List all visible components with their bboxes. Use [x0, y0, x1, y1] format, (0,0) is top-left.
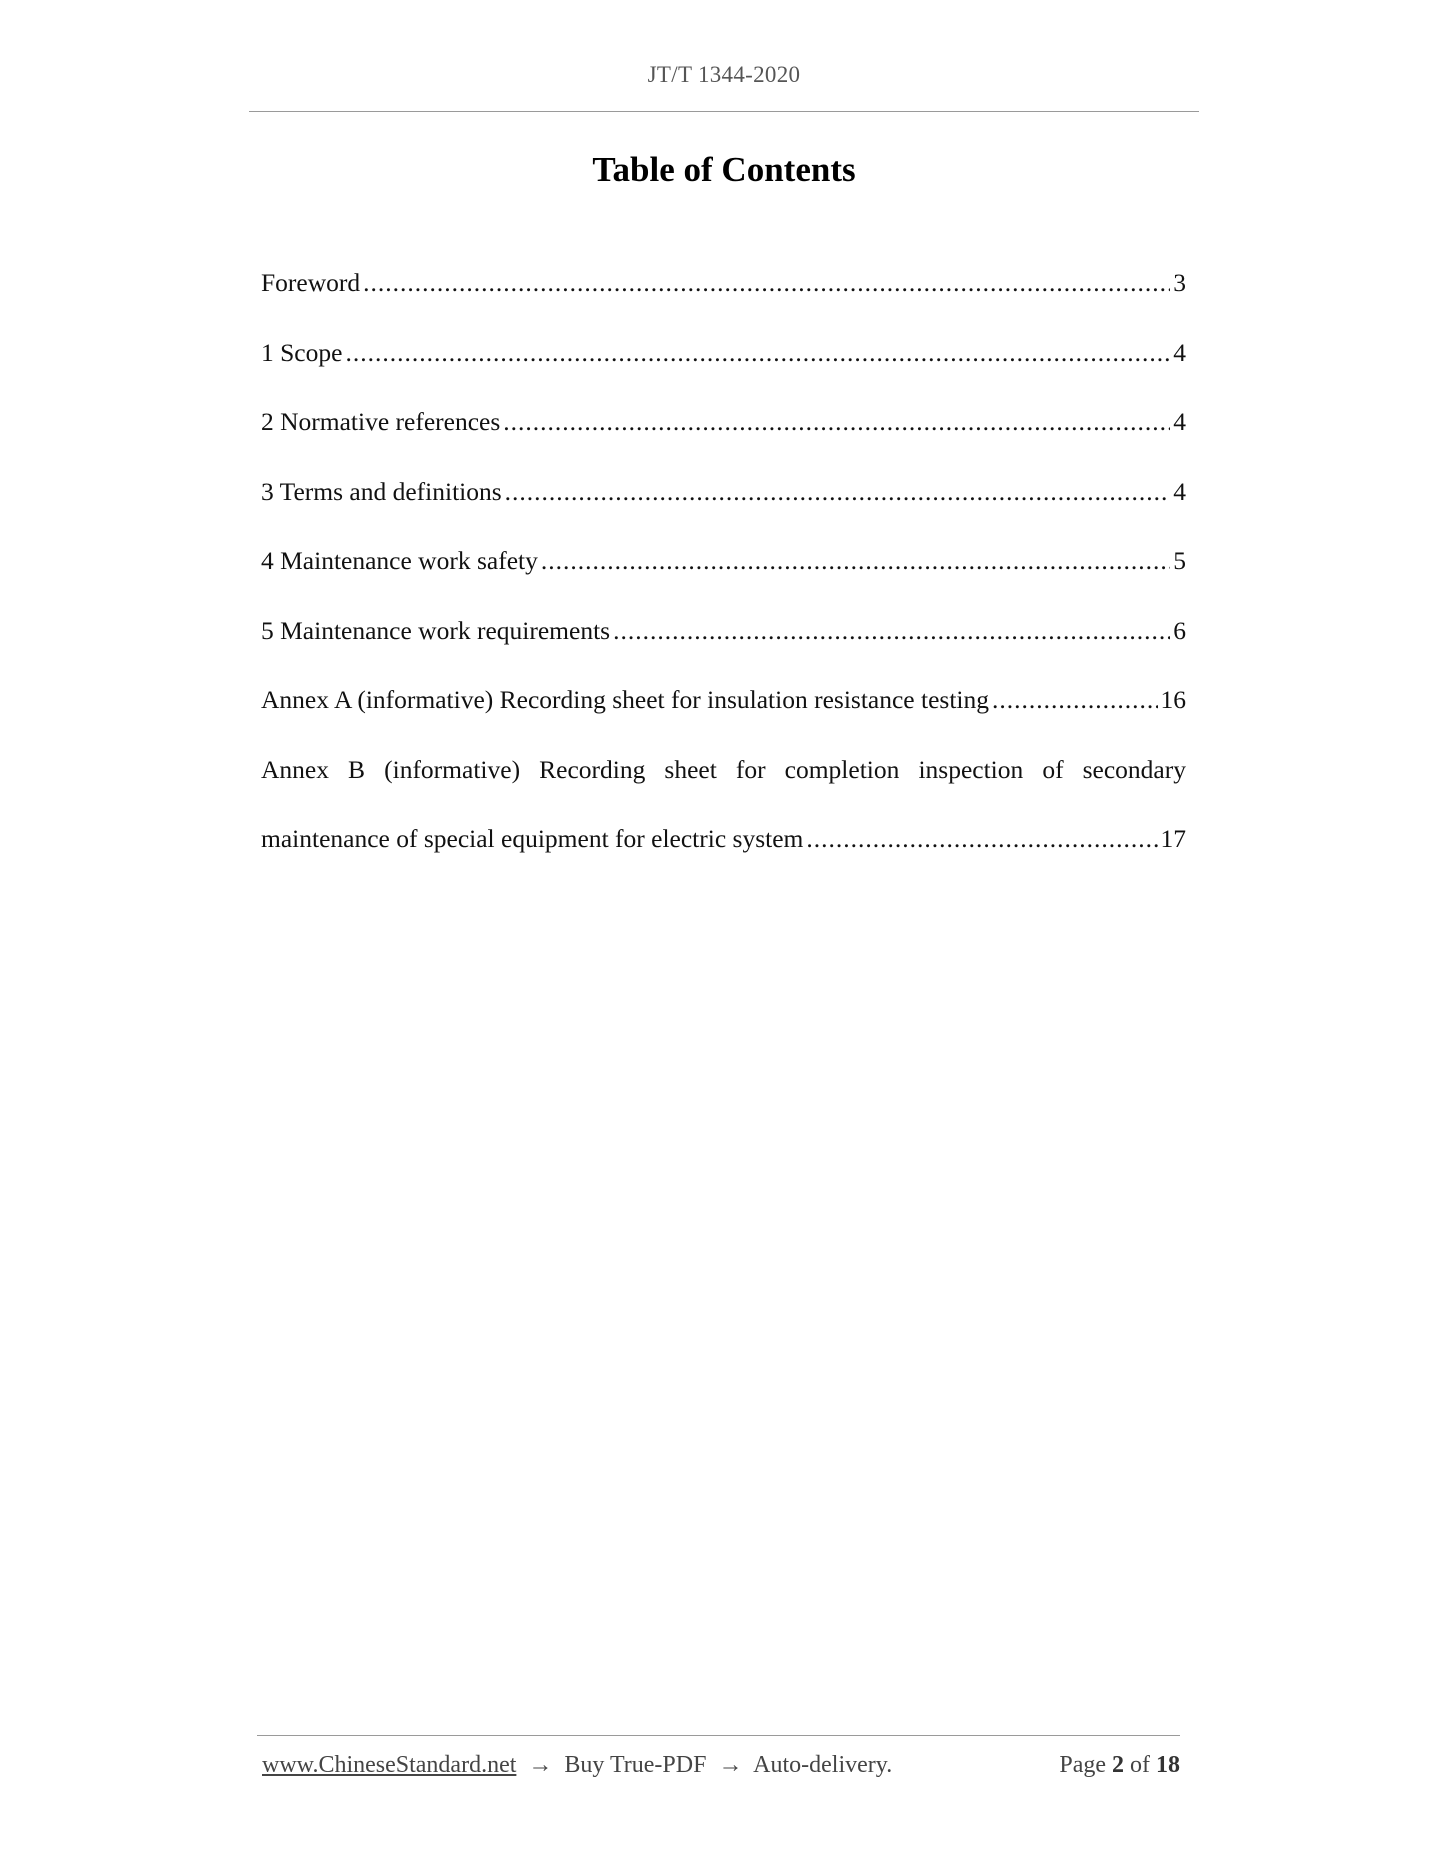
- toc-entry-label-line1: Annex B (informative) Recording sheet for completion inspection of secondary: [261, 754, 1186, 784]
- toc-entry-page: 4: [1173, 476, 1186, 506]
- toc-leader-dots: [806, 814, 1157, 863]
- toc-leader-dots: [345, 328, 1170, 377]
- toc-entry-annex-a[interactable]: [261, 675, 1186, 745]
- page-current: 2: [1112, 1752, 1124, 1778]
- toc-leader-dots: [613, 606, 1170, 655]
- toc-entry-label: Annex A (informative) Recording sheet for insulation resistance testing: [261, 685, 989, 714]
- website-link[interactable]: www.ChineseStandard.net: [262, 1752, 517, 1778]
- toc-leader-dots: [541, 536, 1170, 585]
- toc-entry-page: 4: [1173, 337, 1186, 367]
- page-footer: [262, 1752, 1180, 1779]
- toc-entry-work-requirements[interactable]: [261, 606, 1186, 676]
- toc-entry-scope[interactable]: [261, 328, 1186, 398]
- toc-entry-label: 5 Maintenance work requirements: [261, 615, 611, 645]
- page-of: of: [1130, 1752, 1150, 1778]
- toc-entry-page: 5: [1173, 546, 1186, 575]
- toc-entry-normative-references[interactable]: [261, 397, 1186, 467]
- toc-entry-label: Foreword: [261, 268, 361, 297]
- toc-entry-page: 17: [1160, 824, 1186, 853]
- page-title: Table of Contents: [592, 150, 856, 189]
- arrow-right-icon: →: [718, 1752, 743, 1778]
- page-number: [1059, 1752, 1180, 1779]
- toc-entry-work-safety[interactable]: [261, 536, 1186, 606]
- page-word: Page: [1059, 1752, 1106, 1778]
- toc-entry-page: 4: [1173, 407, 1186, 436]
- toc-entry-page: 6: [1173, 615, 1186, 645]
- toc-entry-label: 3 Terms and definitions: [261, 476, 502, 506]
- header-divider: [249, 111, 1199, 112]
- toc-entry-foreword[interactable]: [261, 258, 1186, 328]
- toc-entry-annex-b[interactable]: [261, 745, 1186, 884]
- toc-leader-dots: [992, 675, 1158, 724]
- toc-leader-dots: [363, 258, 1170, 307]
- footer-divider: [257, 1735, 1180, 1736]
- toc-leader-dots: [503, 397, 1170, 446]
- footer-promo: [262, 1752, 892, 1779]
- toc-entry-terms-definitions[interactable]: [261, 467, 1186, 537]
- toc-leader-dots: [505, 467, 1171, 516]
- toc-entry-label: 4 Maintenance work safety: [261, 546, 538, 575]
- toc-entry-label: 1 Scope: [261, 337, 343, 367]
- page-total: 18: [1156, 1752, 1180, 1778]
- page-header-code: JT/T 1344-2020: [647, 62, 801, 87]
- footer-step-buy: Buy True-PDF: [564, 1752, 707, 1778]
- toc-entry-line2: [261, 814, 1186, 884]
- toc-entry-page: 3: [1173, 268, 1186, 297]
- toc-entry-label-line2: maintenance of special equipment for electric system: [261, 824, 804, 853]
- table-of-contents: [261, 258, 1186, 884]
- arrow-right-icon: →: [528, 1752, 553, 1778]
- toc-entry-label: 2 Normative references: [261, 407, 501, 436]
- footer-step-delivery: Auto-delivery.: [753, 1752, 893, 1778]
- toc-entry-page: 16: [1160, 685, 1186, 714]
